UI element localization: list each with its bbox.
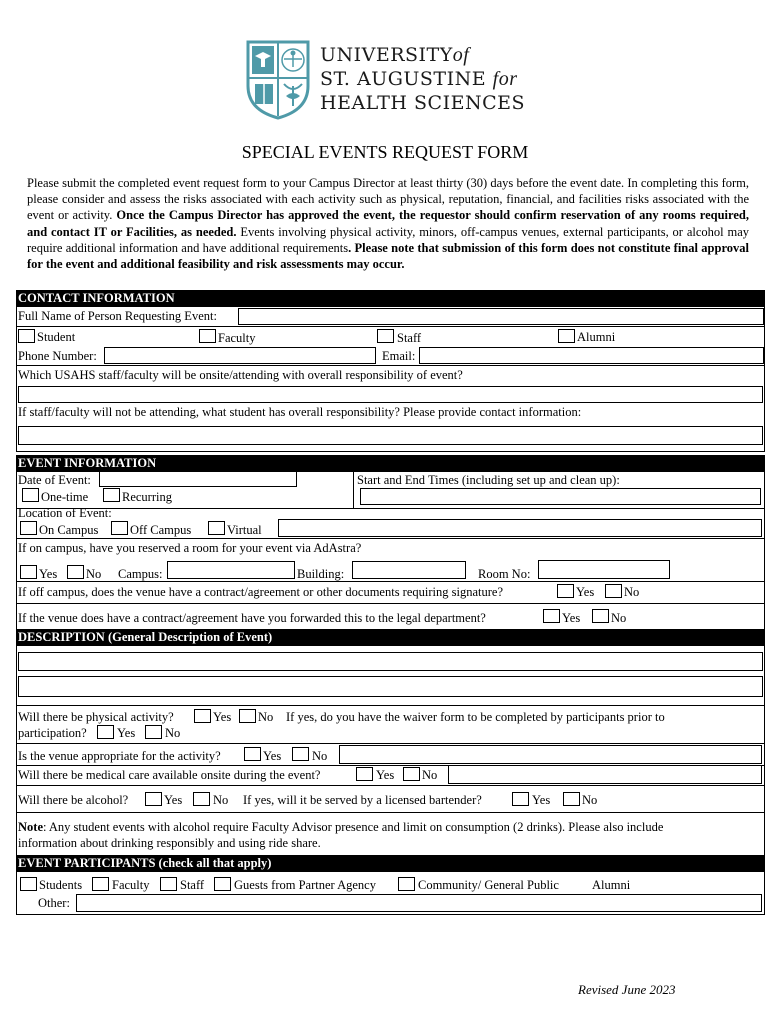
other-label: Other:	[38, 896, 70, 910]
physical-no-label: No	[258, 710, 274, 724]
email-input[interactable]	[419, 347, 764, 364]
logo-line-2: ST. AUGUSTINE for	[320, 68, 518, 90]
alcohol-note-continued: information about drinking responsibly and using ride share.	[18, 836, 321, 850]
contract-no-checkbox[interactable]	[605, 584, 622, 598]
alcohol-yes-label: Yes	[164, 793, 183, 807]
start-end-times-input[interactable]	[360, 488, 761, 505]
bartender-yes-checkbox[interactable]	[512, 792, 529, 806]
venue-yes-checkbox[interactable]	[244, 747, 261, 761]
medical-yes-checkbox[interactable]	[356, 767, 373, 781]
description-section-header: DESCRIPTION (General Description of Event)	[16, 629, 765, 646]
phone-input[interactable]	[104, 347, 376, 364]
description-input-line-1[interactable]	[18, 652, 763, 671]
staff-checkbox[interactable]	[377, 329, 394, 343]
participants-staff-label: Staff	[180, 878, 205, 892]
participants-faculty-label: Faculty	[112, 878, 150, 892]
alumni-checkbox[interactable]	[558, 329, 575, 343]
bartender-no-checkbox[interactable]	[563, 792, 580, 806]
participants-community-label: Community/ General Public	[418, 878, 559, 892]
alcohol-no-checkbox[interactable]	[193, 792, 210, 806]
faculty-label: Faculty	[218, 331, 256, 345]
adastra-yes-label: Yes	[39, 567, 58, 581]
venue-yes-label: Yes	[263, 749, 282, 763]
phone-label: Phone Number:	[18, 349, 97, 363]
date-of-event-input[interactable]	[99, 471, 297, 487]
medical-input[interactable]	[448, 765, 762, 784]
virtual-checkbox[interactable]	[208, 521, 225, 535]
location-label: Location of Event:	[18, 506, 112, 520]
alcohol-yes-checkbox[interactable]	[145, 792, 162, 806]
location-input[interactable]	[278, 519, 762, 537]
participants-guests-label: Guests from Partner Agency	[234, 878, 376, 892]
physical-activity-question: Will there be physical activity?	[18, 710, 174, 724]
venue-no-checkbox[interactable]	[292, 747, 309, 761]
date-of-event-label: Date of Event:	[18, 473, 91, 487]
legal-yes-checkbox[interactable]	[543, 609, 560, 623]
campus-label: Campus:	[118, 567, 163, 581]
venue-question: Is the venue appropriate for the activity?	[18, 749, 221, 763]
participants-alumni-label: Alumni	[592, 878, 631, 892]
contract-question: If off campus, does the venue have a contract/agreement or other documents requiring signature?	[18, 585, 503, 599]
physical-no-checkbox[interactable]	[239, 709, 256, 723]
onsite-staff-question: Which USAHS staff/faculty will be onsite/attending with overall responsibility of event?	[18, 368, 463, 382]
one-time-label: One-time	[41, 490, 89, 504]
waiver-yes-label: Yes	[117, 726, 136, 740]
building-input[interactable]	[352, 561, 466, 579]
waiver-question-continued: participation?	[18, 726, 87, 740]
on-campus-checkbox[interactable]	[20, 521, 37, 535]
full-name-label: Full Name of Person Requesting Event:	[18, 309, 217, 323]
medical-yes-label: Yes	[376, 768, 395, 782]
adastra-yes-checkbox[interactable]	[20, 565, 37, 579]
adastra-question: If on campus, have you reserved a room for your event via AdAstra?	[18, 541, 362, 555]
student-checkbox[interactable]	[18, 329, 35, 343]
waiver-no-label: No	[165, 726, 181, 740]
recurring-label: Recurring	[122, 490, 172, 504]
physical-yes-checkbox[interactable]	[194, 709, 211, 723]
building-label: Building:	[297, 567, 345, 581]
alumni-label: Alumni	[577, 330, 616, 344]
venue-input[interactable]	[339, 745, 762, 764]
on-campus-label: On Campus	[39, 523, 99, 537]
medical-question: Will there be medical care available onsite during the event?	[18, 768, 321, 782]
waiver-yes-checkbox[interactable]	[97, 725, 114, 739]
legal-no-label: No	[611, 611, 627, 625]
participants-students-label: Students	[39, 878, 83, 892]
onsite-staff-input[interactable]	[18, 386, 763, 403]
adastra-no-label: No	[86, 567, 102, 581]
student-responsibility-question: If staff/faculty will not be attending, what student has overall responsibility? Please provide contact information:	[18, 405, 582, 419]
shield-crest-icon	[246, 40, 310, 120]
off-campus-label: Off Campus	[130, 523, 192, 537]
bartender-yes-label: Yes	[532, 793, 551, 807]
full-name-input[interactable]	[238, 308, 764, 325]
logo-line-1: UNIVERSITYof	[320, 44, 470, 66]
staff-label: Staff	[397, 331, 422, 345]
participants-guests-checkbox[interactable]	[214, 877, 231, 891]
revised-date: Revised June 2023	[578, 982, 676, 997]
contract-no-label: No	[624, 585, 640, 599]
participants-faculty-checkbox[interactable]	[92, 877, 109, 891]
contact-section-header: CONTACT INFORMATION	[16, 290, 765, 307]
participants-staff-checkbox[interactable]	[160, 877, 177, 891]
start-end-times-label: Start and End Times (including set up and clean up):	[357, 473, 620, 487]
medical-no-label: No	[422, 768, 438, 782]
participants-section-header: EVENT PARTICIPANTS (check all that apply)	[16, 855, 765, 872]
page-title: SPECIAL EVENTS REQUEST FORM	[241, 142, 529, 162]
participants-students-checkbox[interactable]	[20, 877, 37, 891]
off-campus-checkbox[interactable]	[111, 521, 128, 535]
description-input-line-2[interactable]	[18, 676, 763, 697]
participants-community-checkbox[interactable]	[398, 877, 415, 891]
event-section-header: EVENT INFORMATION	[16, 455, 765, 472]
alcohol-note: Note: Any student events with alcohol require Faculty Advisor presence and limit on consumption (2 drinks). Please also include	[18, 820, 664, 834]
physical-yes-label: Yes	[213, 710, 232, 724]
student-responsibility-input[interactable]	[18, 426, 763, 445]
contract-yes-label: Yes	[576, 585, 595, 599]
email-label: Email:	[382, 349, 416, 363]
logo-line-3: HEALTH SCIENCES	[320, 92, 525, 114]
contract-yes-checkbox[interactable]	[557, 584, 574, 598]
legal-question: If the venue does have a contract/agreement have you forwarded this to the legal department?	[18, 611, 486, 625]
virtual-label: Virtual	[227, 523, 262, 537]
university-logo	[246, 40, 310, 120]
campus-input[interactable]	[167, 561, 295, 579]
alcohol-question: Will there be alcohol?	[18, 793, 129, 807]
room-input[interactable]	[538, 560, 670, 579]
venue-no-label: No	[312, 749, 328, 763]
student-label: Student	[37, 330, 76, 344]
waiver-question: If yes, do you have the waiver form to be completed by participants prior to	[286, 710, 665, 724]
alcohol-no-label: No	[213, 793, 229, 807]
bartender-question: If yes, will it be served by a licensed bartender?	[243, 793, 482, 807]
room-label: Room No:	[478, 567, 531, 581]
recurring-checkbox[interactable]	[103, 488, 120, 502]
other-participants-input[interactable]	[76, 894, 762, 912]
one-time-checkbox[interactable]	[22, 488, 39, 502]
bartender-no-label: No	[582, 793, 598, 807]
medical-no-checkbox[interactable]	[403, 767, 420, 781]
legal-no-checkbox[interactable]	[592, 609, 609, 623]
faculty-checkbox[interactable]	[199, 329, 216, 343]
waiver-no-checkbox[interactable]	[145, 725, 162, 739]
legal-yes-label: Yes	[562, 611, 581, 625]
adastra-no-checkbox[interactable]	[67, 565, 84, 579]
intro-paragraph: Please submit the completed event request form to your Campus Director at least thirty (30) days before the event date. In completing this form, please consider and assess the risks associated with each activity such as physical, reputation, financial, and facilities risks associated with the event or activity. Once the Campus Director has approved the event, the requestor should confirm reservation of any rooms required, and contact IT or Facilities, as needed. Events involving physical activity, minors, off-campus venues, external participants, or alcohol may require additional information and have additional requirements. Please note that submission of this form does not constitute final approval for the event and additional feasibility and risk assessments may occur.	[27, 176, 749, 272]
